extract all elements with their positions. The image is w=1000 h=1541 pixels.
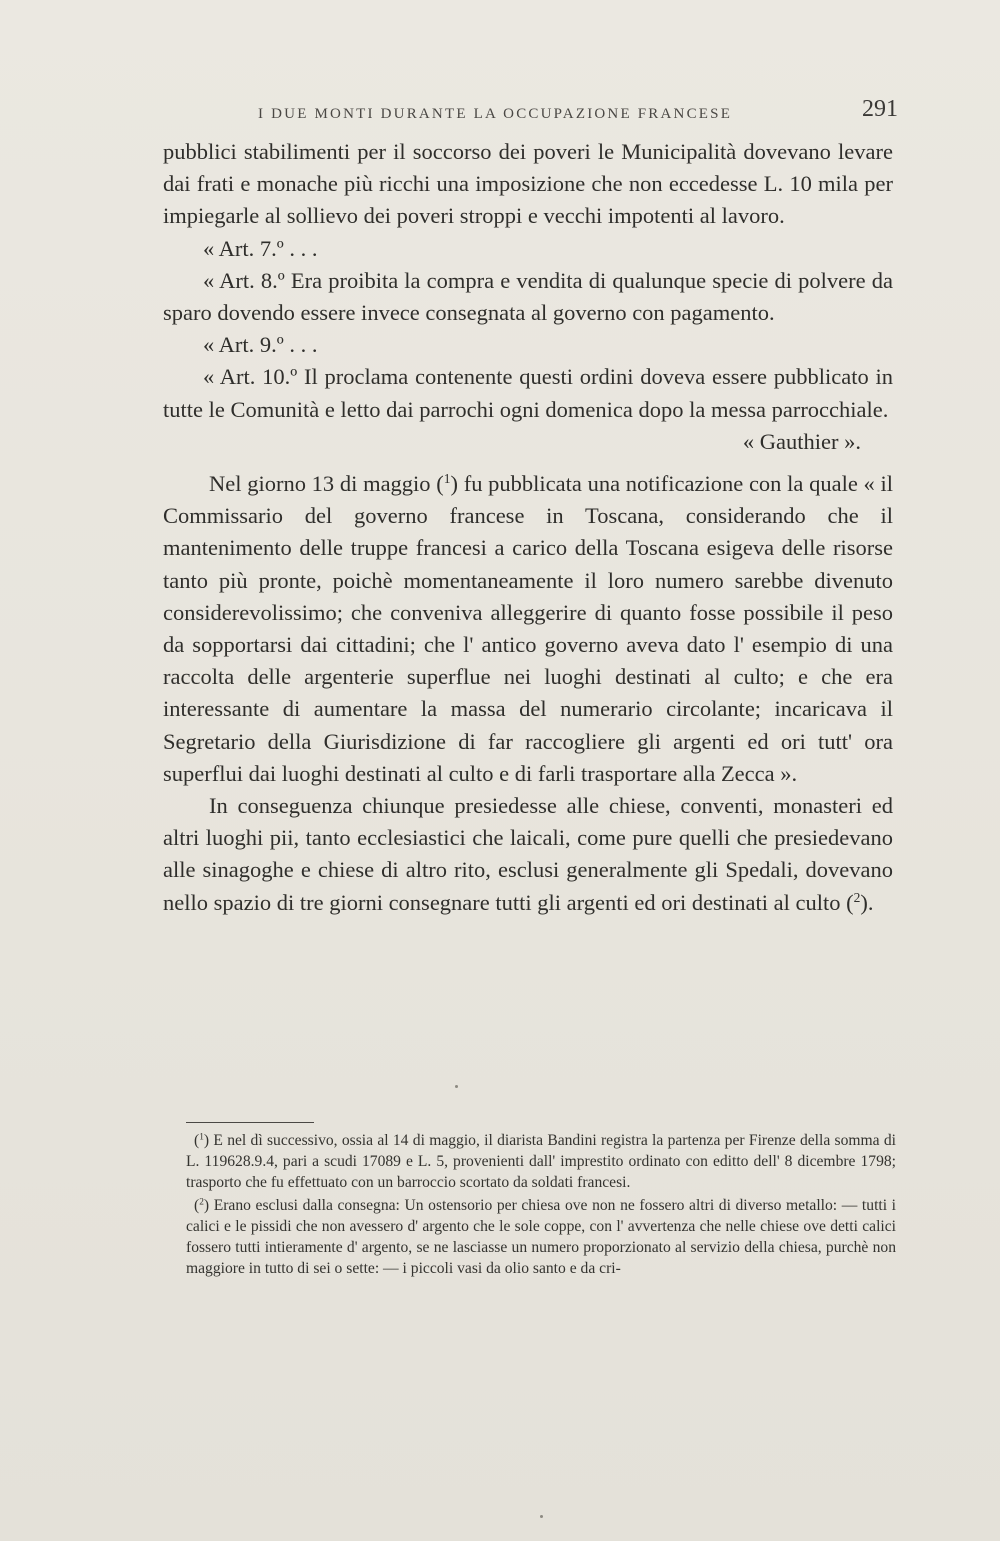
paragraph-text: In conseguenza chiunque presiedesse alle chiese, conventi, monasteri ed altri luoghi pii, tanto ecclesiastici che laicali, come pure quelli che presiedevano alle sinagoghe e chiese di altro rito, esclusi generalmente gli Spedali, dovevano nello spazio di tre giorni consegnare tutti gli argenti ed ori destinati al culto ( [163,793,893,915]
footnote-text: Erano esclusi dalla consegna: Un ostensorio per chiesa ove non ne fossero altri di diverso metallo: — tutti i calici e le pissidi che non avessero d' argento che le sole coppe, con l' avvertenza che nelle chiese ove detti calici fossero tutti intieramente d' argento, se ne lasciasse un numero proporzionato al servizio della chiesa, purchè non maggiore in tutto di sei o sette: — i piccoli vasi da olio santo e da cri- [186,1197,897,1277]
paper-speck [455,1085,458,1088]
page-number: 291 [862,96,898,122]
footnote-divider [186,1122,314,1123]
paragraph-text: ). [860,889,874,915]
footnote-mark: 1 [199,1132,204,1143]
paragraph-consequence [163,790,893,919]
running-head: I DUE MONTI DURANTE LA OCCUPAZIONE FRANCESE [258,106,733,122]
footnote-reference: 2 [853,889,861,905]
paragraph-text: Nel giorno 13 di maggio ( [209,471,444,497]
paragraph-notification [163,468,893,790]
page-header [258,96,898,126]
paragraph-text: ) fu pubblicata una notificazione con la quale « il Commissario del governo francese in Toscana, considerando che il mantenimento delle truppe francesi a carico della Toscana esigeva delle risorse tanto più pronte, poichè momentaneamente il loro numero sarebbe divenuto considerevolissimo; che conveniva alleggerire di quanto fosse possibile il peso da sopportarsi dai cittadini; che l' antico governo aveva dato l' esempio di una raccolta delle argenterie superflue nei luoghi destinati al culto; e che era interessante di aumentare la massa del numerario circolante; incaricava il Segretario della Giurisdizione di far raccogliere gli argenti ed ori tutt' ora superflui dai luoghi destinati al culto e di farli trasportare alla Zecca ». [163,471,893,786]
paragraph-continuation: pubblici stabilimenti per il soccorso dei poveri le Municipalità dovevano levare dai frati e monache più ricchi una imposizione che non eccedesse L. 10 mila per impiegarle al sollievo dei poveri stroppi e vecchi impotenti al lavoro. [163,139,893,229]
footnote-reference: 1 [443,470,451,486]
footnote-text: E nel dì successivo, ossia al 14 di maggio, il diarista Bandini registra la partenza per Firenze della somma di L. 119628.9.4, pari a scudi 17089 e L. 5, provenienti dall' imprestito ordinato con editto dell' 8 dicembre 1798; trasporto che fu effettuato con un barroccio scortato da soldati francesi. [186,1132,897,1191]
article-8: « Art. 8.º Era proibita la compra e vendita di qualunque specie di polvere da sparo dovendo essere invece consegnata al governo con pagamento. [163,267,893,326]
body-text [163,136,893,919]
article-9: « Art. 9.º . . . [203,332,318,358]
footnote-mark: 2 [199,1197,204,1208]
article-7: « Art. 7.º . . . [203,235,318,261]
footnote-2: ($^2$) Erano esclusi dalla consegna: Un ostensorio per chiesa ove non ne fossero altri di diverso metallo: — tutti i calici e le pissidi che non avessero d' argento che le sole coppe, con l' avvertenza che nelle chiese ove detti calici fossero tutti intieramente d' argento, se ne lasciasse un numero proporzionato al servizio della chiesa, purchè non maggiore in tutto di sei o sette: — i piccoli vasi da olio santo e da cri- [186,1197,897,1277]
paper-speck [540,1515,543,1518]
signature: « Gauthier ». [742,428,861,454]
footnotes [186,1130,896,1281]
article-10: « Art. 10.º Il proclama contenente questi ordini doveva essere pubblicato in tutte le Comunità e letto dai parrochi ogni domenica dopo la messa parrocchiale. [163,364,893,422]
footnote-1: ($^1$) E nel dì successivo, ossia al 14 di maggio, il diarista Bandini registra la partenza per Firenze della somma di L. 119628.9.4, pari a scudi 17089 e L. 5, provenienti dall' imprestito ordinato con editto dell' 8 dicembre 1798; trasporto che fu effettuato con un barroccio scortato da soldati francesi. [186,1132,897,1191]
